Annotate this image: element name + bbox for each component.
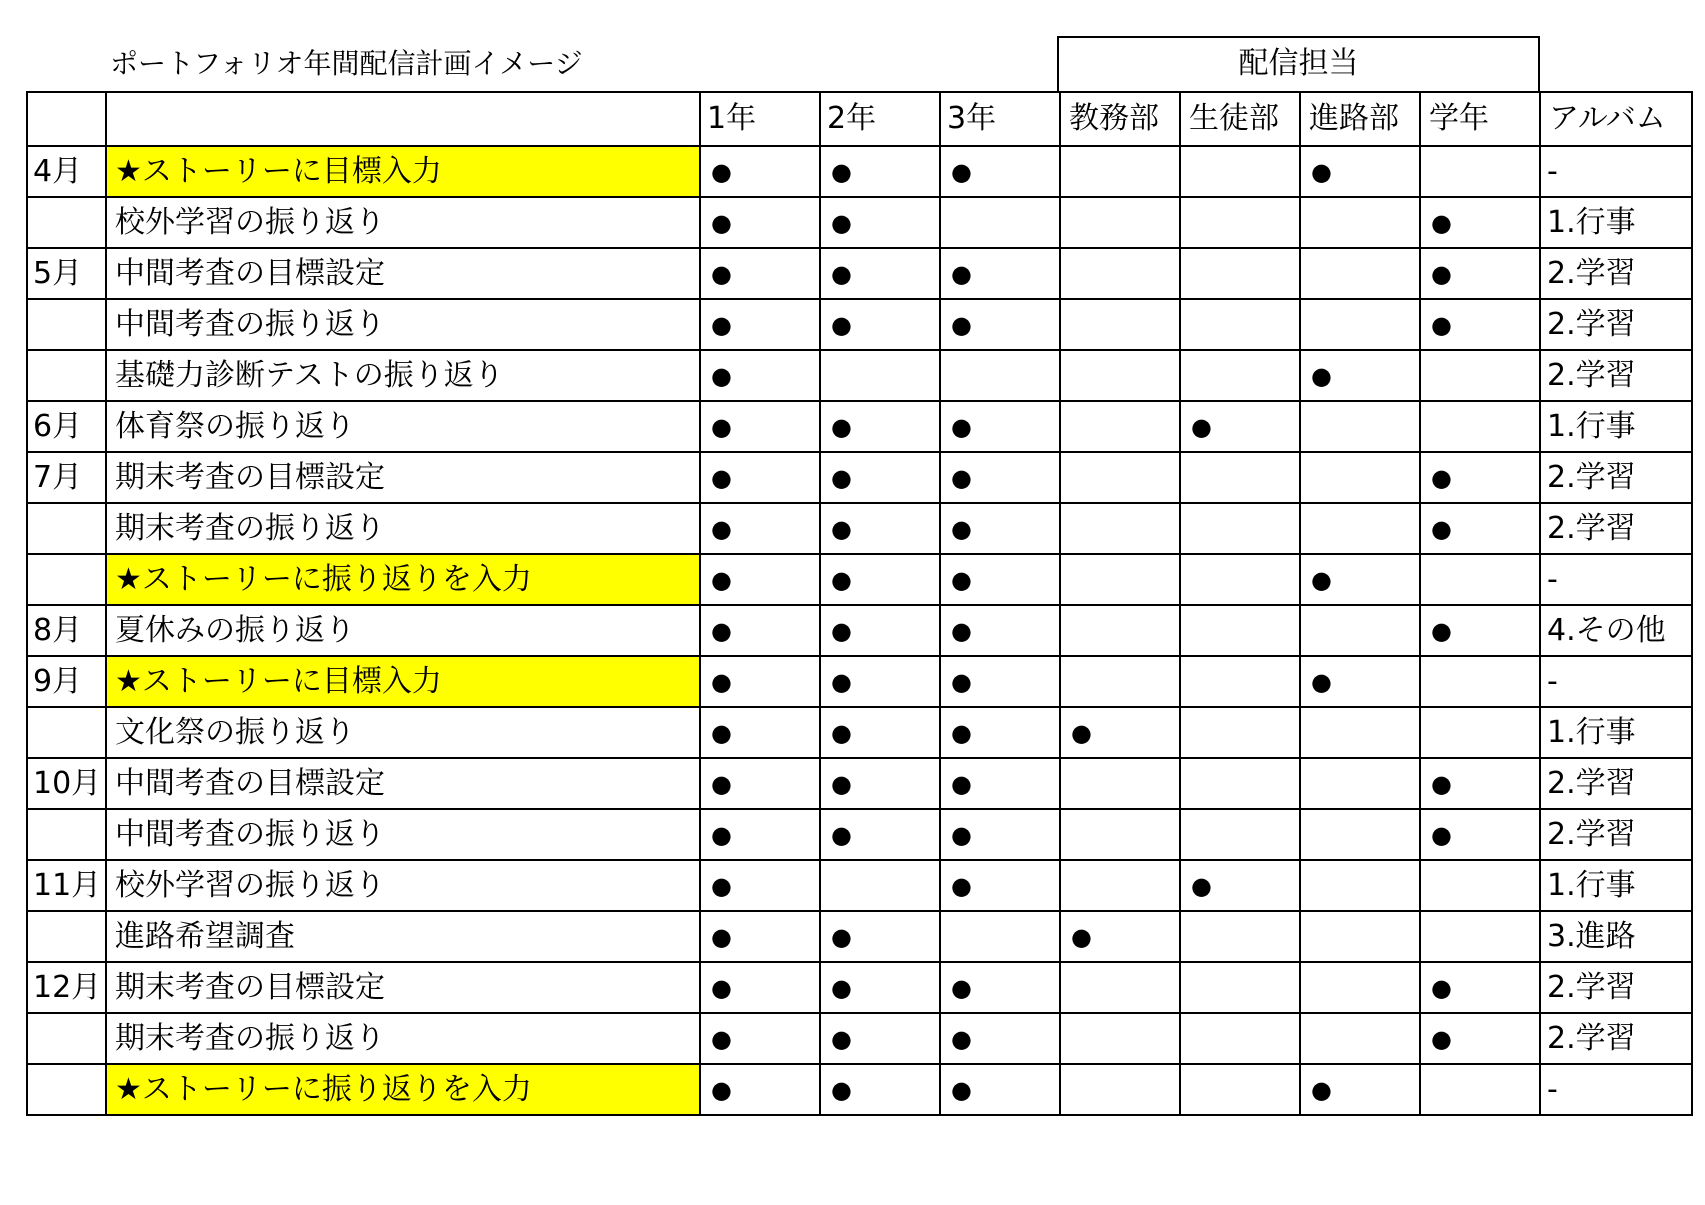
event-cell: 基礎力診断テストの振り返り — [106, 350, 700, 401]
kyomu-cell: ● — [1060, 707, 1180, 758]
year-1-cell: ● — [700, 758, 820, 809]
header-year-2: 2年 — [820, 92, 940, 146]
year-3-cell: ● — [940, 503, 1060, 554]
year-3-cell: ● — [940, 452, 1060, 503]
header-album: アルバム — [1540, 92, 1692, 146]
table-row — [27, 248, 1692, 299]
month-cell: 8月 — [27, 605, 106, 656]
album-cell: 1.行事 — [1540, 860, 1692, 911]
year-3-cell: ● — [940, 860, 1060, 911]
kyomu-cell — [1060, 860, 1180, 911]
kyomu-cell — [1060, 401, 1180, 452]
gakunen-cell — [1420, 860, 1540, 911]
gakunen-cell: ● — [1420, 503, 1540, 554]
kyomu-cell — [1060, 962, 1180, 1013]
seito-cell — [1180, 452, 1300, 503]
album-cell: 1.行事 — [1540, 401, 1692, 452]
kyomu-cell — [1060, 605, 1180, 656]
year-3-cell: ● — [940, 401, 1060, 452]
seito-cell — [1180, 707, 1300, 758]
table-row — [27, 962, 1692, 1013]
event-cell: 期末考査の目標設定 — [106, 452, 700, 503]
album-cell: 1.行事 — [1540, 197, 1692, 248]
month-cell: 10月 — [27, 758, 106, 809]
year-3-cell: ● — [940, 554, 1060, 605]
table-row — [27, 350, 1692, 401]
year-3-cell — [940, 350, 1060, 401]
gakunen-cell — [1420, 554, 1540, 605]
year-2-cell: ● — [820, 197, 940, 248]
year-1-cell: ● — [700, 248, 820, 299]
table-row — [27, 707, 1692, 758]
table-row — [27, 1013, 1692, 1064]
event-cell: 期末考査の目標設定 — [106, 962, 700, 1013]
shinro-cell — [1300, 503, 1420, 554]
kyomu-cell — [1060, 656, 1180, 707]
event-cell: 中間考査の目標設定 — [106, 758, 700, 809]
year-3-cell: ● — [940, 656, 1060, 707]
kyomu-cell — [1060, 452, 1180, 503]
gakunen-cell: ● — [1420, 962, 1540, 1013]
year-1-cell: ● — [700, 554, 820, 605]
album-cell: 2.学習 — [1540, 299, 1692, 350]
table-row — [27, 554, 1692, 605]
year-2-cell: ● — [820, 452, 940, 503]
shinro-cell — [1300, 860, 1420, 911]
year-1-cell: ● — [700, 299, 820, 350]
shinro-cell — [1300, 197, 1420, 248]
table-row — [27, 452, 1692, 503]
year-3-cell — [940, 197, 1060, 248]
gakunen-cell — [1420, 911, 1540, 962]
shinro-cell — [1300, 299, 1420, 350]
table-row — [27, 146, 1692, 197]
year-2-cell: ● — [820, 605, 940, 656]
shinro-cell: ● — [1300, 350, 1420, 401]
kyomu-cell — [1060, 503, 1180, 554]
header-seito: 生徒部 — [1180, 92, 1300, 146]
year-1-cell: ● — [700, 605, 820, 656]
shinro-cell — [1300, 911, 1420, 962]
event-cell: 文化祭の振り返り — [106, 707, 700, 758]
event-cell: 期末考査の振り返り — [106, 1013, 700, 1064]
album-cell: 2.学習 — [1540, 809, 1692, 860]
shinro-cell: ● — [1300, 554, 1420, 605]
event-cell: 中間考査の振り返り — [106, 299, 700, 350]
seito-cell — [1180, 911, 1300, 962]
kyomu-cell — [1060, 299, 1180, 350]
gakunen-cell: ● — [1420, 605, 1540, 656]
plan-table — [26, 91, 1693, 1116]
table-row — [27, 401, 1692, 452]
year-1-cell: ● — [700, 503, 820, 554]
gakunen-cell — [1420, 146, 1540, 197]
year-2-cell — [820, 350, 940, 401]
year-2-cell: ● — [820, 554, 940, 605]
album-cell: 2.学習 — [1540, 248, 1692, 299]
shinro-cell — [1300, 758, 1420, 809]
month-cell: 9月 — [27, 656, 106, 707]
year-3-cell: ● — [940, 299, 1060, 350]
gakunen-cell — [1420, 707, 1540, 758]
year-2-cell: ● — [820, 401, 940, 452]
album-cell: 2.学習 — [1540, 962, 1692, 1013]
shinro-cell: ● — [1300, 146, 1420, 197]
page-title: ポートフォリオ年間配信計画イメージ — [110, 47, 583, 80]
header-row — [27, 92, 1692, 146]
year-2-cell: ● — [820, 248, 940, 299]
seito-cell — [1180, 656, 1300, 707]
year-2-cell: ● — [820, 809, 940, 860]
event-cell: 夏休みの振り返り — [106, 605, 700, 656]
kyomu-cell — [1060, 350, 1180, 401]
shinro-cell — [1300, 707, 1420, 758]
year-3-cell — [940, 911, 1060, 962]
event-cell: 進路希望調査 — [106, 911, 700, 962]
header-kyomu: 教務部 — [1060, 92, 1180, 146]
kyomu-cell — [1060, 1064, 1180, 1115]
gakunen-cell — [1420, 350, 1540, 401]
table-row — [27, 809, 1692, 860]
gakunen-cell: ● — [1420, 197, 1540, 248]
year-2-cell: ● — [820, 1013, 940, 1064]
event-cell: 中間考査の目標設定 — [106, 248, 700, 299]
gakunen-cell — [1420, 656, 1540, 707]
month-cell — [27, 911, 106, 962]
gakunen-cell — [1420, 1064, 1540, 1115]
gakunen-cell: ● — [1420, 299, 1540, 350]
event-cell: 校外学習の振り返り — [106, 860, 700, 911]
kyomu-cell — [1060, 1013, 1180, 1064]
year-1-cell: ● — [700, 1064, 820, 1115]
album-cell: 2.学習 — [1540, 350, 1692, 401]
album-cell: 1.行事 — [1540, 707, 1692, 758]
year-2-cell: ● — [820, 707, 940, 758]
plan-table-body — [27, 92, 1692, 1115]
seito-cell — [1180, 605, 1300, 656]
seito-cell — [1180, 1013, 1300, 1064]
seito-cell — [1180, 809, 1300, 860]
kyomu-cell: ● — [1060, 911, 1180, 962]
month-cell: 7月 — [27, 452, 106, 503]
year-3-cell: ● — [940, 146, 1060, 197]
year-1-cell: ● — [700, 962, 820, 1013]
kyomu-cell — [1060, 809, 1180, 860]
shinro-cell — [1300, 605, 1420, 656]
year-3-cell: ● — [940, 758, 1060, 809]
month-cell: 6月 — [27, 401, 106, 452]
year-1-cell: ● — [700, 911, 820, 962]
album-cell: - — [1540, 1064, 1692, 1115]
gakunen-cell: ● — [1420, 248, 1540, 299]
year-3-cell: ● — [940, 809, 1060, 860]
event-cell: ★ストーリーに目標入力 — [106, 146, 700, 197]
month-cell — [27, 1013, 106, 1064]
kyomu-cell — [1060, 248, 1180, 299]
gakunen-cell: ● — [1420, 1013, 1540, 1064]
year-3-cell: ● — [940, 707, 1060, 758]
year-1-cell: ● — [700, 452, 820, 503]
event-cell: ★ストーリーに目標入力 — [106, 656, 700, 707]
shinro-cell: ● — [1300, 1064, 1420, 1115]
kyomu-cell — [1060, 197, 1180, 248]
table-row — [27, 503, 1692, 554]
shinro-cell — [1300, 401, 1420, 452]
seito-cell — [1180, 503, 1300, 554]
seito-cell: ● — [1180, 860, 1300, 911]
year-2-cell: ● — [820, 656, 940, 707]
month-cell: 12月 — [27, 962, 106, 1013]
month-cell: 5月 — [27, 248, 106, 299]
year-1-cell: ● — [700, 197, 820, 248]
year-3-cell: ● — [940, 248, 1060, 299]
group-header-haishin-tanto: 配信担当 — [1057, 36, 1540, 91]
seito-cell — [1180, 248, 1300, 299]
year-1-cell: ● — [700, 860, 820, 911]
seito-cell — [1180, 146, 1300, 197]
shinro-cell — [1300, 248, 1420, 299]
year-3-cell: ● — [940, 1064, 1060, 1115]
seito-cell — [1180, 350, 1300, 401]
month-cell — [27, 350, 106, 401]
album-cell: 4.その他 — [1540, 605, 1692, 656]
table-row — [27, 299, 1692, 350]
year-2-cell: ● — [820, 962, 940, 1013]
header-gakunen: 学年 — [1420, 92, 1540, 146]
table-row — [27, 911, 1692, 962]
album-cell: - — [1540, 554, 1692, 605]
table-row — [27, 860, 1692, 911]
year-2-cell: ● — [820, 758, 940, 809]
table-row — [27, 656, 1692, 707]
table-row — [27, 758, 1692, 809]
shinro-cell — [1300, 1013, 1420, 1064]
album-cell: 3.進路 — [1540, 911, 1692, 962]
year-2-cell — [820, 860, 940, 911]
gakunen-cell: ● — [1420, 758, 1540, 809]
seito-cell — [1180, 197, 1300, 248]
album-cell: - — [1540, 656, 1692, 707]
year-1-cell: ● — [700, 707, 820, 758]
album-cell: 2.学習 — [1540, 503, 1692, 554]
album-cell: 2.学習 — [1540, 452, 1692, 503]
year-3-cell: ● — [940, 962, 1060, 1013]
seito-cell — [1180, 758, 1300, 809]
album-cell: - — [1540, 146, 1692, 197]
header-year-1: 1年 — [700, 92, 820, 146]
album-cell: 2.学習 — [1540, 1013, 1692, 1064]
album-cell: 2.学習 — [1540, 758, 1692, 809]
event-cell: 体育祭の振り返り — [106, 401, 700, 452]
month-cell — [27, 299, 106, 350]
seito-cell — [1180, 1064, 1300, 1115]
shinro-cell — [1300, 962, 1420, 1013]
month-cell — [27, 707, 106, 758]
year-2-cell: ● — [820, 503, 940, 554]
seito-cell — [1180, 554, 1300, 605]
shinro-cell — [1300, 809, 1420, 860]
header-event — [106, 92, 700, 146]
gakunen-cell — [1420, 401, 1540, 452]
seito-cell — [1180, 962, 1300, 1013]
shinro-cell — [1300, 452, 1420, 503]
event-cell: ★ストーリーに振り返りを入力 — [106, 1064, 700, 1115]
year-2-cell: ● — [820, 299, 940, 350]
year-1-cell: ● — [700, 350, 820, 401]
month-cell: 4月 — [27, 146, 106, 197]
month-cell — [27, 503, 106, 554]
shinro-cell: ● — [1300, 656, 1420, 707]
event-cell: 期末考査の振り返り — [106, 503, 700, 554]
year-1-cell: ● — [700, 1013, 820, 1064]
year-2-cell: ● — [820, 1064, 940, 1115]
gakunen-cell: ● — [1420, 809, 1540, 860]
month-cell — [27, 554, 106, 605]
year-3-cell: ● — [940, 1013, 1060, 1064]
kyomu-cell — [1060, 146, 1180, 197]
table-row — [27, 605, 1692, 656]
event-cell: 校外学習の振り返り — [106, 197, 700, 248]
kyomu-cell — [1060, 758, 1180, 809]
header-month — [27, 92, 106, 146]
month-cell: 11月 — [27, 860, 106, 911]
year-3-cell: ● — [940, 605, 1060, 656]
year-1-cell: ● — [700, 656, 820, 707]
event-cell: 中間考査の振り返り — [106, 809, 700, 860]
kyomu-cell — [1060, 554, 1180, 605]
month-cell — [27, 809, 106, 860]
year-1-cell: ● — [700, 401, 820, 452]
year-2-cell: ● — [820, 146, 940, 197]
event-cell: ★ストーリーに振り返りを入力 — [106, 554, 700, 605]
year-1-cell: ● — [700, 146, 820, 197]
gakunen-cell: ● — [1420, 452, 1540, 503]
table-row — [27, 1064, 1692, 1115]
seito-cell: ● — [1180, 401, 1300, 452]
month-cell — [27, 197, 106, 248]
header-year-3: 3年 — [940, 92, 1060, 146]
seito-cell — [1180, 299, 1300, 350]
header-shinro: 進路部 — [1300, 92, 1420, 146]
month-cell — [27, 1064, 106, 1115]
year-2-cell: ● — [820, 911, 940, 962]
table-row — [27, 197, 1692, 248]
year-1-cell: ● — [700, 809, 820, 860]
